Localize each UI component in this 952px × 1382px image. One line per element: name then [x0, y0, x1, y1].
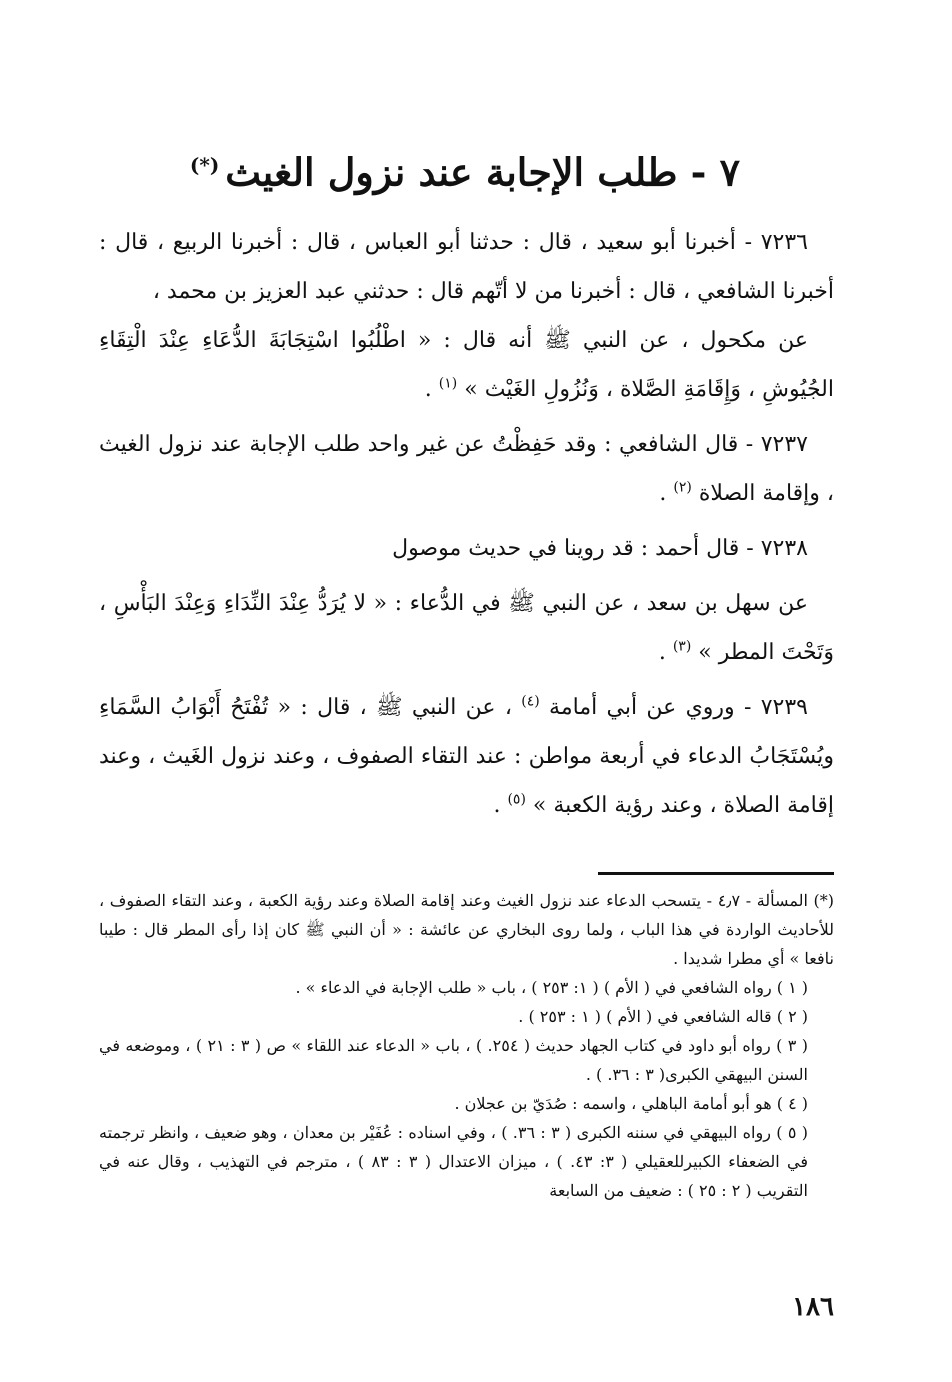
footnote-4: ( ٤ ) هو أبو أمامة الباهلي ، واسمه : صُدَيّ بن عجلان .	[454, 1094, 808, 1113]
footnote-5: ( ٥ ) رواه البيهقي في سننه الكبرى ( ٣ : ٣٦. ) ، وفي اسناده : عُفَيْر بن معدان ، وهو ضعيف ، وانظر ترجمته في الضعفاء الكبيرللعقيلي ( ٣: ٤٣. ) ، ميزان الاعتدال ( ٣ : ٨٣ ) ، مترجم في التهذيب ، وقال عنه في التقريب ( ٢ : ٢٥ ) : ضعيف من السابعة	[99, 1123, 809, 1200]
hadith-7239: ٧٢٣٩ - وروي عن أبي أمامة $^{(٤)}$ ، عن النبي ﷺ ، قال : « تُفْتَحُ أَبْوَابُ السَّمَاءِ ويُسْتَجَابُ الدعاء في أربعة مواطن : عند التقاء الصفوف ، وعند نزول الغَيث ، وعند إقامة الصلاة ، وعند رؤية الكعبة » $^{(٥)}$ .	[99, 693, 834, 818]
page-number: ١٨٦	[792, 1292, 834, 1322]
footnote-ref-2: (٢)	[673, 479, 692, 496]
hadith-7238-chain: ٧٢٣٨ - قال أحمد : قد روينا في حديث موصول	[392, 536, 808, 561]
hadith-7236-text: عن مكحول ، عن النبي ﷺ أنه قال : « اطْلُبُوا اسْتِجَابَةَ الدُّعَاءِ عِنْدَ الْتِقَاءِ الجُيُوشِ ، وَإِقَامَةِ الصَّلاة ، وَنُزُولِ الغَيْث » $^{(١)}$ .	[99, 328, 834, 402]
hadith-7236-chain: ٧٢٣٦ - أخبرنا أبو سعيد ، قال : حدثنا أبو العباس ، قال : أخبرنا الربيع ، قال : أخبرنا الشافعي ، قال : أخبرنا من لا أتّهم قال : حدثني عبد العزيز بن محمد ،	[99, 230, 834, 304]
chapter-title	[150, 140, 780, 198]
footnote-ref-4: (٤)	[521, 693, 540, 710]
hadith-7237: ٧٢٣٧ - قال الشافعي : وقد حَفِظْتُ عن غير واحد طلب الإجابة عند نزول الغيث ، وإقامة الصلاة $^{(٢)}$ .	[99, 432, 834, 506]
main-text	[99, 218, 834, 830]
footnote-ref-1: (١)	[438, 375, 458, 392]
footnote-divider	[598, 872, 834, 875]
chapter-title-footnote-mark: (*)	[189, 153, 220, 177]
footnote-ref-5: (٥)	[507, 791, 526, 808]
footnote-1: ( ١ ) رواه الشافعي في ( الأم ) ( ١: ٢٥٣ ) ، باب « طلب الإجابة في الدعاء » .	[295, 978, 808, 997]
chapter-title-text: ٧ - طلب الإجابة عند نزول الغيث	[225, 149, 741, 195]
footnote-3: ( ٣ ) رواه أبو داود في كتاب الجهاد حديث ( ٢٥٤. ) ، باب « الدعاء عند اللقاء » ص ( ٣ : ٢١ ) ، وموضعه في السنن البيهقي الكبرى( ٣ : ٣٦. ) .	[99, 1036, 808, 1084]
footnote-ref-3: (٣)	[672, 638, 692, 655]
footnotes	[99, 886, 834, 1205]
footnote-2: ( ٢ ) قاله الشافعي في ( الأم ) ( ١ : ٢٥٣ ) .	[518, 1007, 808, 1026]
footnote-intro: (*) المسألة - ٤٫٧ - يتسحب الدعاء عند نزول الغيث وعند إقامة الصلاة وعند رؤية الكعبة ، وعند التقاء الصفوف ، للأحاديث الواردة في هذا الباب ، ولما روى البخاري عن عائشة : « أن النبي ﷺ كان إذا رأى المطر قال : طيبا نافعا » أي مطرا شديدا .	[99, 891, 834, 968]
hadith-7238-text: عن سهل بن سعد ، عن النبي ﷺ في الدُّعاء : « لا يُرَدُّ عِنْدَ النِّدَاءِ وَعِنْدَ البَأْسِ ، وَتَحْتَ المطر » $^{(٣)}$ .	[99, 591, 834, 665]
